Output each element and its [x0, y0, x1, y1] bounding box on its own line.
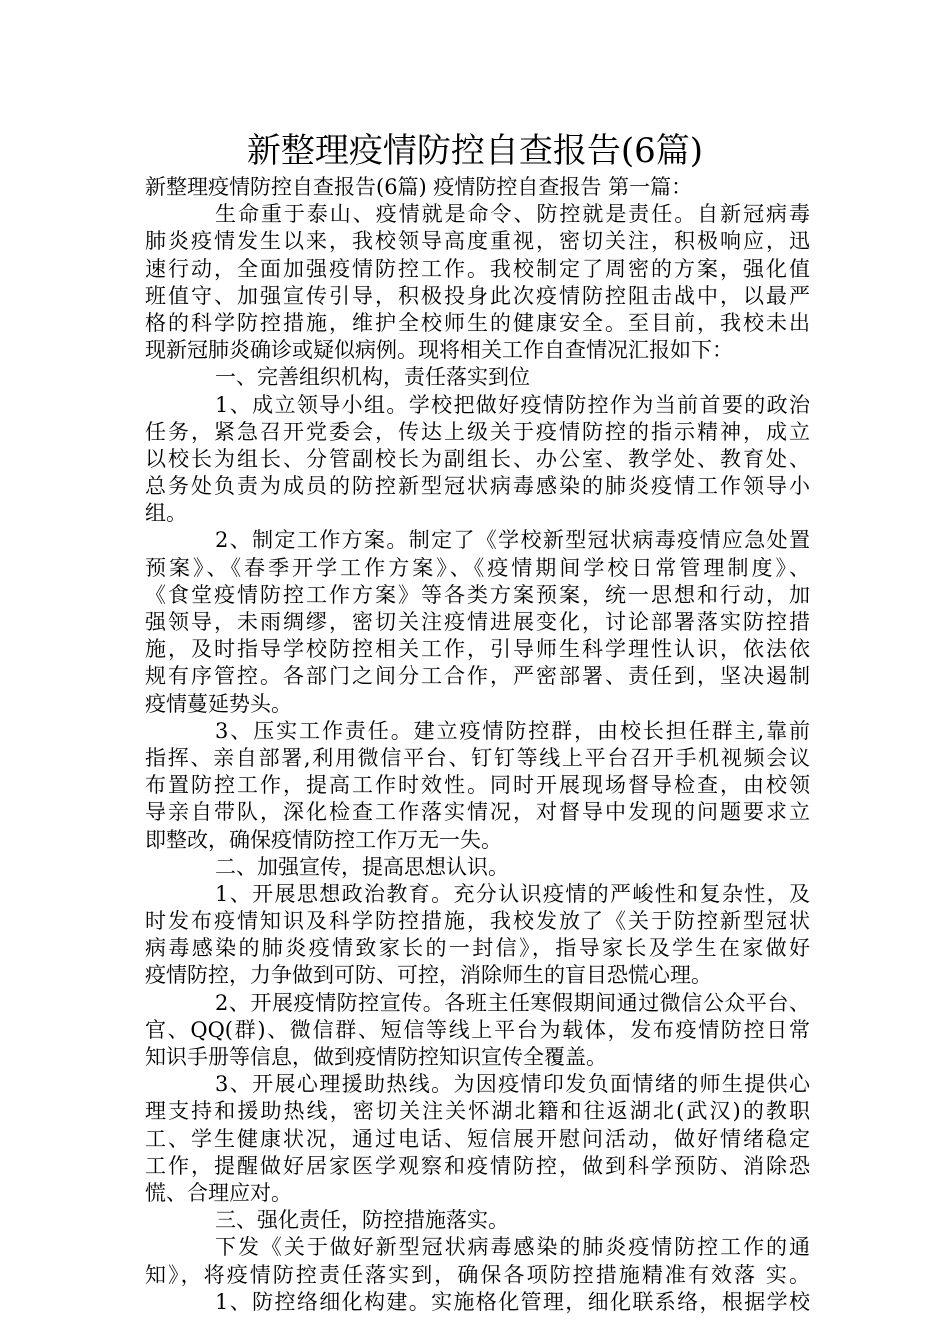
- text-line: 生命重于泰山、疫情就是命令、防控就是责任。自新冠病毒: [215, 202, 810, 227]
- text-line: 疫情防控，力争做到可防、可控，消除师生的盲目恐慌心理。: [145, 963, 712, 988]
- document-body: [145, 174, 810, 1316]
- text-line: 知》，将疫情防控责任落实到，确保各项防控措施精准有效落 实。: [145, 1262, 810, 1287]
- text-line: 施，及时指导学校防控相关工作，引导师生科学理性认识，依法依: [145, 637, 810, 662]
- text-line: 班值守、加强宣传引导，积极投身此次疫情防控阻击战中，以最严: [145, 283, 810, 308]
- text-line: 工、学生健康状况，通过电话、短信展开慰问活动，做好情绪稳定: [145, 1126, 810, 1151]
- text-line: 导亲自带队，深化检查工作落实情况，对督导中发现的问题要求立: [145, 800, 810, 825]
- text-line: 《食堂疫情防控工作方案》等各类方案预案，统一思想和行动，加: [145, 582, 810, 607]
- text-line: 疫情蔓延势头。: [145, 691, 292, 716]
- text-line: 1、开展思想政治教育。充分认识疫情的严峻性和复杂性，及: [215, 881, 810, 906]
- text-line: 二、加强宣传，提高思想认识。: [215, 854, 509, 879]
- text-line: 3、压实工作责任。建立疫情防控群，由校长担任群主,靠前: [215, 718, 810, 743]
- text-line: 1、成立领导小组。学校把做好疫情防控作为当前首要的政治: [215, 392, 810, 417]
- text-line: 知识手册等信息，做到疫情防控知识宣传全覆盖。: [145, 1045, 607, 1069]
- text-line: 指挥、亲自部署,利用微信平台、钉钉等线上平台召开手机视频会议: [145, 745, 810, 770]
- text-line: 理支持和援助热线，密切关注关怀湖北籍和往返湖北(武汉)的教职: [145, 1099, 810, 1124]
- text-line: 新整理疫情防控自查报告(6篇) 疫情防控自查报告 第一篇：: [145, 175, 693, 199]
- document-title: 新整理疫情防控自查报告(6篇): [246, 131, 704, 171]
- text-line: 强领导，未雨绸缪，密切关注疫情进展变化，讨论部署落实防控措: [145, 610, 810, 634]
- text-line: 慌、合理应对。: [145, 1180, 292, 1205]
- text-line: 一、完善组织机构，责任落实到位: [215, 365, 530, 390]
- text-line: 布置防控工作，提高工作时效性。同时开展现场督导检查，由校领: [145, 773, 810, 798]
- text-line: 工作，提醒做好居家医学观察和疫情防控，做到科学预防、消除恐: [145, 1153, 810, 1178]
- text-line: 即整改，确保疫情防控工作万无一失。: [145, 827, 502, 852]
- text-line: 速行动，全面加强疫情防控工作。我校制定了周密的方案，强化值: [145, 256, 810, 281]
- text-line: 以校长为组长、分管副校长为副组长、办公室、教学处、教育处、: [145, 446, 810, 471]
- text-line: 任务，紧急召开党委会，传达上级关于疫情防控的指示精神，成立: [145, 419, 810, 444]
- text-line: 1、防控络细化构建。实施格化管理，细化联系络，根据学校: [215, 1289, 810, 1314]
- text-line: 规有序管控。各部门之间分工合作，严密部署、责任到，坚决遏制: [145, 664, 810, 689]
- text-line: 下发《关于做好新型冠状病毒感染的肺炎疫情防控工作的通: [215, 1235, 810, 1260]
- text-line: 肺炎疫情发生以来，我校领导高度重视，密切关注，积极响应，迅: [145, 229, 810, 254]
- text-line: 2、制定工作方案。制定了《学校新型冠状病毒疫情应急处置: [215, 528, 810, 553]
- text-line: 格的科学防控措施，维护全校师生的健康安全。至目前，我校未出: [145, 310, 810, 335]
- text-line: 时发布疫情知识及科学防控措施，我校发放了《关于防控新型冠状: [145, 909, 810, 934]
- text-line: 3、开展心理援助热线。为因疫情印发负面情绪的师生提供心: [215, 1072, 810, 1097]
- text-line: 组。: [145, 501, 187, 526]
- text-line: 总务处负责为成员的防控新型冠状病毒感染的肺炎疫情工作领导小: [145, 474, 810, 499]
- text-line: 官、QQ(群)、微信群、短信等线上平台为载体，发布疫情防控日常: [145, 1017, 810, 1042]
- text-line: 2、开展疫情防控宣传。各班主任寒假期间通过微信公众平台、: [215, 990, 810, 1015]
- text-line: 病毒感染的肺炎疫情致家长的一封信》，指导家长及学生在家做好: [145, 936, 810, 961]
- text-line: 三、强化责任，防控措施落实。: [215, 1208, 509, 1233]
- text-line: 预案》、《春季开学工作方案》、《疫情期间学校日常管理制度》、: [145, 555, 810, 580]
- text-line: 现新冠肺炎确诊或疑似病例。现将相关工作自查情况汇报如下：: [145, 338, 733, 363]
